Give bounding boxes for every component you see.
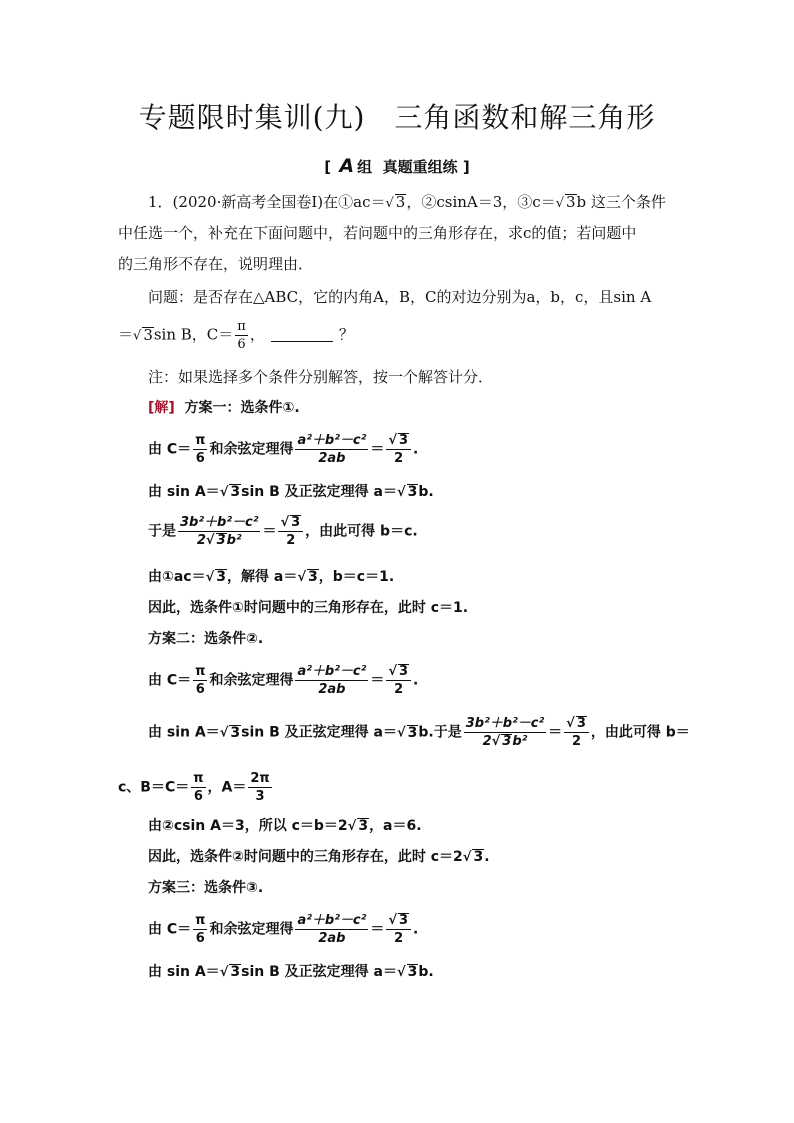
plan1-substitute-step: 于是 $\frac{\text{3b²＋b²－c²}}{\text{2√ 3b²}}$ ＝ $\frac{√ 3}{2}$ ，由此可得 b＝c. <box>148 515 418 548</box>
solution-plan3-heading: 方案三：选条件③. <box>148 880 264 896</box>
plan2-angle-step: c、B＝C＝ $\frac{\pi}{6}$ ，A＝ $\frac{2\pi}{3}$ <box>118 771 270 804</box>
note-line: 注：如果选择多个条件分别解答，按一个解答计分． <box>148 368 494 386</box>
plan1-sine-step: 由 sin A＝√ 3sin B 及正弦定理得 a＝√ 3b. <box>148 484 434 500</box>
section-heading: [ A 组 真题重组练 ] <box>324 155 470 177</box>
solution-plan1-heading: [解] 方案一：选条件①. <box>148 400 300 416</box>
problem-line-1: 1．(2020·新高考全国卷Ⅰ)在①ac＝√ 3，②csinA＝3，③c＝√ 3b 这三个条件 <box>148 193 666 211</box>
problem-line-2: 中任选一个，补充在下面问题中，若问题中的三角形存在，求c的值；若问题中 <box>118 224 637 242</box>
group-letter: A <box>339 155 355 177</box>
solution-plan2-heading: 方案二：选条件②. <box>148 631 264 647</box>
plan1-solve-step: 由①ac＝√ 3，解得 a＝√ 3，b＝c＝1. <box>148 569 395 585</box>
page-title: 专题限时集训(九) 三角函数和解三角形 <box>138 101 656 134</box>
plan2-conclusion: 因此，选条件②时问题中的三角形存在，此时 c＝2√ 3. <box>148 849 490 865</box>
plan1-cosine-step: 由 C＝ $\frac{\pi}{6}$ 和余弦定理得 $\frac{\text{a²＋b²－c²}}{2ab}$ ＝ $\frac{√ 3}{2}$ . <box>148 433 419 466</box>
plan1-conclusion: 因此，选条件①时问题中的三角形存在，此时 c＝1. <box>148 600 469 616</box>
solution-label: [解] <box>148 400 175 416</box>
answer-blank <box>271 341 333 342</box>
question-line-1: 问题：是否存在△ABC，它的内角A，B，C的对边分别为a，b，c，且sin A <box>148 288 652 306</box>
question-line-2: ＝√ 3sin B，C＝ $\frac{\pi}{6}$ ， ？ <box>118 319 354 352</box>
plan2-cosine-step: 由 C＝ $\frac{\pi}{6}$ 和余弦定理得 $\frac{\text{a²＋b²－c²}}{2ab}$ ＝ $\frac{√ 3}{2}$ . <box>148 664 419 697</box>
plan2-sine-step: 由 sin A＝√ 3sin B 及正弦定理得 a＝√ 3b.于是 $\frac{\text{3b²＋b²－c²}}{\text{2√ 3b²}}$ ＝ $\frac{√ 3}{2}$ ，由此可得 b＝ <box>148 716 690 749</box>
plan3-sine-step: 由 sin A＝√ 3sin B 及正弦定理得 a＝√ 3b. <box>148 964 434 980</box>
plan2-solve-step: 由②csin A＝3，所以 c＝b＝2√ 3，a＝6. <box>148 818 422 834</box>
section-name: 真题重组练 <box>382 158 458 176</box>
plan3-cosine-step: 由 C＝ $\frac{\pi}{6}$ 和余弦定理得 $\frac{\text{a²＋b²－c²}}{2ab}$ ＝ $\frac{√ 3}{2}$ . <box>148 913 419 946</box>
problem-line-3: 的三角形不存在，说明理由． <box>118 255 314 273</box>
